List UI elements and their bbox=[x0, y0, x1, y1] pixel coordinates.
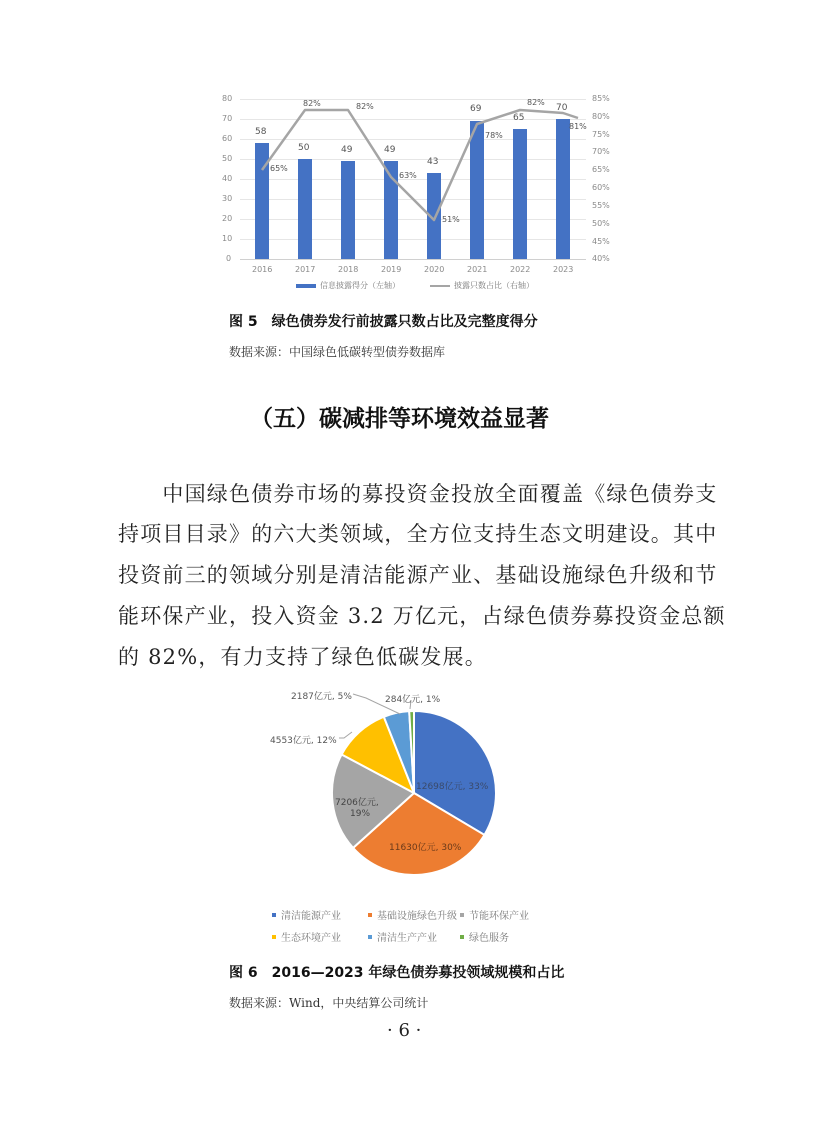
year-label: 2016 bbox=[252, 265, 273, 274]
year-label: 2020 bbox=[424, 265, 445, 274]
slice-label: 2187亿元, 5% bbox=[291, 692, 352, 702]
left-tick: 20 bbox=[222, 214, 233, 223]
line-label: 82% bbox=[303, 99, 321, 108]
right-tick: 65% bbox=[592, 165, 610, 174]
right-tick: 70% bbox=[592, 147, 610, 156]
year-label: 2023 bbox=[553, 265, 574, 274]
paragraph-line: 投资前三的领域分别是清洁能源产业、基础设施绿色升级和节 bbox=[118, 563, 718, 587]
bar-label: 43 bbox=[427, 157, 439, 167]
right-tick: 85% bbox=[592, 94, 610, 103]
legend-item bbox=[368, 929, 460, 944]
right-tick: 45% bbox=[592, 237, 610, 246]
left-tick: 10 bbox=[222, 234, 233, 243]
bar-label: 50 bbox=[298, 143, 310, 153]
line-label: 82% bbox=[527, 98, 545, 107]
figure-5-source: 数据来源：中国绿色低碳转型债券数据库 bbox=[229, 345, 446, 359]
page-number: · 6 · bbox=[387, 1020, 422, 1041]
legend-bar-swatch bbox=[296, 284, 316, 288]
left-tick: 60 bbox=[222, 134, 233, 143]
paragraph-line: 中国绿色债券市场的募投资金投放全面覆盖《绿色债券支 bbox=[118, 482, 718, 506]
legend-swatch bbox=[272, 913, 276, 917]
year-label: 2018 bbox=[338, 265, 359, 274]
right-tick: 40% bbox=[592, 254, 610, 263]
legend-item bbox=[460, 907, 550, 922]
legend-item bbox=[460, 929, 550, 944]
left-tick: 80 bbox=[222, 94, 233, 103]
legend-item bbox=[272, 929, 368, 944]
gridlines bbox=[240, 100, 586, 240]
line-label: 82% bbox=[356, 102, 374, 111]
legend-label: 节能环保产业 bbox=[469, 911, 529, 922]
bar-label: 65 bbox=[513, 113, 525, 123]
year-label: 2019 bbox=[381, 265, 402, 274]
right-tick: 80% bbox=[592, 112, 610, 121]
figure-6-caption: 图 6 2016—2023 年绿色债券募投领域规模和占比 bbox=[229, 965, 565, 981]
year-label: 2022 bbox=[510, 265, 531, 274]
bar-label: 58 bbox=[255, 127, 267, 137]
right-tick: 55% bbox=[592, 201, 610, 210]
left-tick: 0 bbox=[226, 254, 232, 263]
legend-swatch bbox=[460, 913, 464, 917]
left-tick: 30 bbox=[222, 194, 233, 203]
line-label: 63% bbox=[399, 171, 417, 180]
bar-label: 49 bbox=[341, 145, 353, 155]
line-label: 81% bbox=[569, 122, 587, 131]
line-label: 78% bbox=[485, 131, 503, 140]
pie-chart bbox=[0, 680, 827, 890]
figure-5-plot bbox=[0, 0, 827, 300]
bar-label: 70 bbox=[556, 103, 568, 113]
legend-bar-label: 信息披露得分（左轴） bbox=[320, 281, 400, 290]
legend-label: 生态环境产业 bbox=[281, 933, 341, 944]
bar-label: 49 bbox=[384, 145, 396, 155]
legend-swatch bbox=[460, 935, 464, 939]
slice-label: 19% bbox=[350, 809, 371, 819]
line-label: 65% bbox=[270, 164, 288, 173]
section-heading: （五）碳减排等环境效益显著 bbox=[250, 406, 549, 432]
legend-label: 清洁能源产业 bbox=[281, 911, 341, 922]
bar-label: 69 bbox=[470, 104, 482, 114]
year-label: 2021 bbox=[467, 265, 488, 274]
slice-label: 7206亿元, bbox=[335, 798, 379, 808]
left-tick: 50 bbox=[222, 154, 233, 163]
right-tick: 50% bbox=[592, 219, 610, 228]
right-tick: 60% bbox=[592, 183, 610, 192]
right-tick: 75% bbox=[592, 130, 610, 139]
legend-swatch bbox=[368, 913, 372, 917]
figure-5-caption: 图 5 绿色债券发行前披露只数占比及完整度得分 bbox=[229, 314, 538, 330]
left-tick: 70 bbox=[222, 114, 233, 123]
legend-swatch bbox=[272, 935, 276, 939]
legend-item bbox=[368, 907, 460, 922]
legend-bar bbox=[296, 280, 400, 291]
left-tick: 40 bbox=[222, 174, 233, 183]
line-label: 51% bbox=[442, 215, 460, 224]
legend-item bbox=[272, 907, 368, 922]
legend-label: 清洁生产产业 bbox=[377, 933, 437, 944]
legend-label: 基础设施绿色升级 bbox=[377, 911, 457, 922]
paragraph-line: 能环保产业，投入资金 3.2 万亿元，占绿色债券募投资金总额 bbox=[118, 604, 726, 628]
year-label: 2017 bbox=[295, 265, 316, 274]
figure-6-source: 数据来源：Wind，中央结算公司统计 bbox=[229, 996, 429, 1010]
slice-label: 12698亿元, 33% bbox=[416, 782, 489, 792]
paragraph-line: 的 82%，有力支持了绿色低碳发展。 bbox=[118, 645, 487, 669]
legend-line bbox=[430, 280, 534, 291]
legend-label: 绿色服务 bbox=[469, 933, 509, 944]
legend-swatch bbox=[368, 935, 372, 939]
pie-legend bbox=[272, 907, 550, 944]
legend-line-label: 披露只数占比（右轴） bbox=[454, 281, 534, 290]
slice-label: 284亿元, 1% bbox=[385, 695, 441, 705]
slice-label: 11630亿元, 30% bbox=[389, 843, 462, 853]
legend-line-swatch bbox=[430, 285, 450, 287]
paragraph-line: 持项目目录》的六大类领域，全方位支持生态文明建设。其中 bbox=[118, 522, 718, 546]
slice-label: 4553亿元, 12% bbox=[270, 736, 337, 746]
